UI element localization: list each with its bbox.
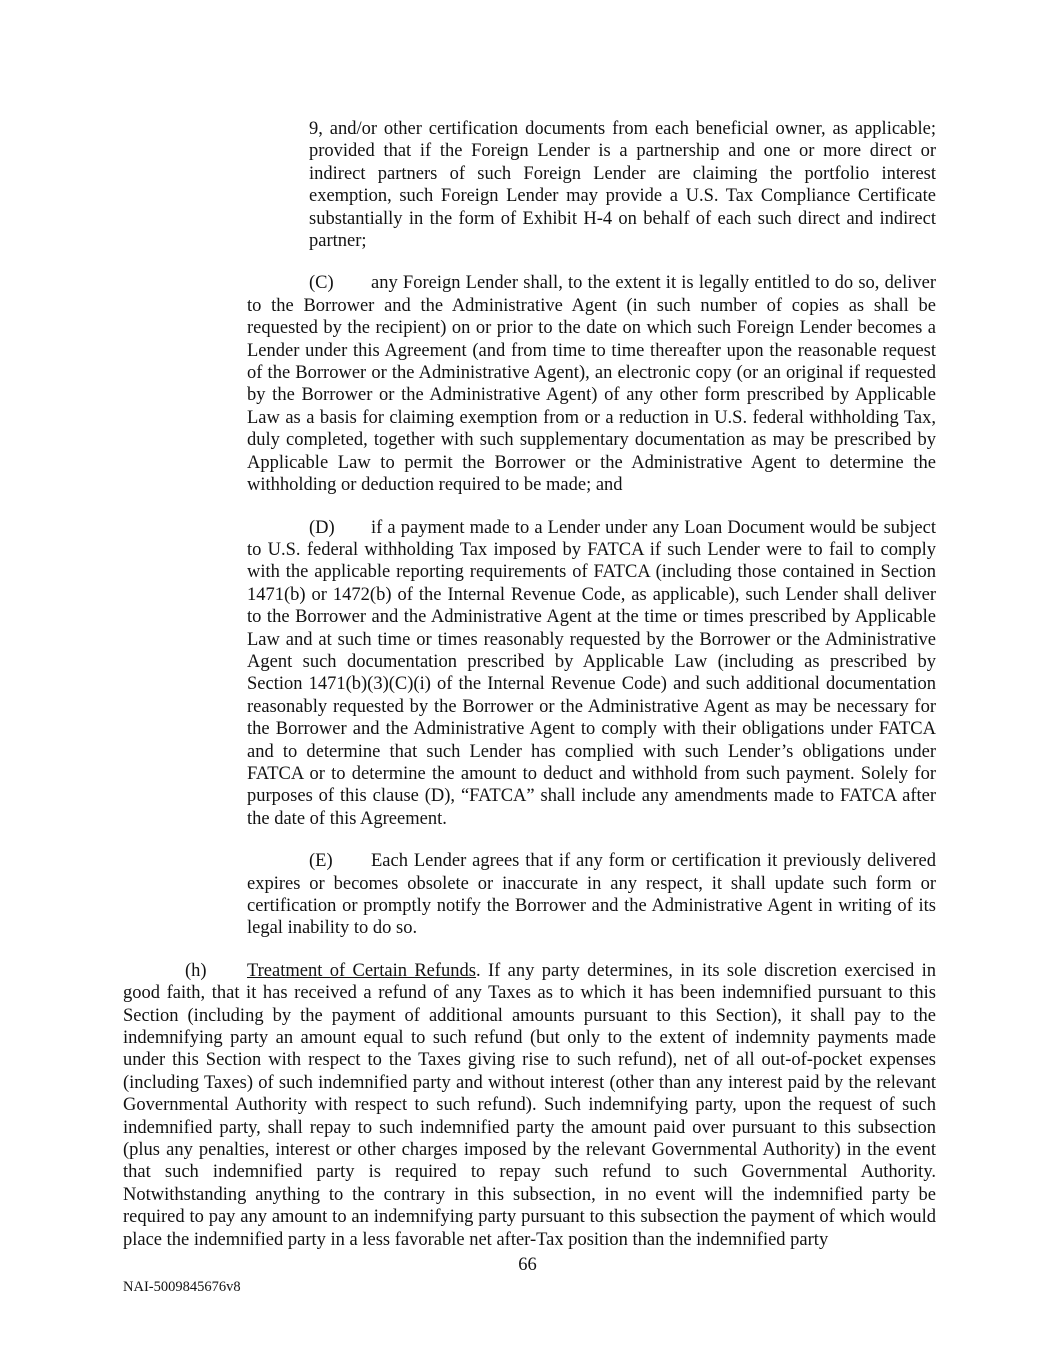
page-number: 66 — [518, 1255, 537, 1275]
clause-h-text: . If any party determines, in its sole discretion exercised in good faith, that it has received a refund of any Taxes as to which it has been indemnified pursuant to this Section (including by the payment of additional amounts pursuant to this Section), it shall pay to the indemnifying party an amount equal to such refund (but only to the extent of indemnity payments made under this Section with respect to the Taxes giving rise to such refund), net of all out-of-pocket expenses (including Taxes) of such indemnified party and without interest (other than any interest paid by the relevant Governmental Authority with respect to such refund). Such indemnifying party, upon the request of such indemnified party, shall repay to such indemnified party the amount paid over pursuant to this subsection (plus any penalties, interest or other charges imposed by the relevant Governmental Authority) in the event that such indemnified party is required to repay such refund to such Governmental Authority. Notwithstanding anything to the contrary in this subsection, in no event will the indemnified party be required to pay any amount to an indemnifying party pursuant to this subsection the payment of which would place the indemnified party in a less favorable net after-Tax position than the indemnified party — [123, 960, 936, 1250]
document-id-footer: NAI-5009845676v8 — [123, 1279, 241, 1295]
paragraph-continuation-text: 9, and/or other certification documents from each beneficial owner, as applicable; provided that if the Foreign Lender is a partnership and one or more direct or indirect partners of such Foreign Lender are claiming the portfolio interest exemption, such Foreign Lender may provide a U.S. Tax Compliance Certificate substantially in the form of Exhibit H-4 on behalf of each such direct and indirect partner; — [309, 119, 936, 252]
clause-d-text: if a payment made to a Lender under any Loan Document would be subject to U.S. federal withholding Tax imposed by FATCA if such Lender were to fail to comply with the applicable reporting requirements of FATCA (including those contained in Section 1471(b) or 1472(b) of the Internal Revenue Code, as applicable), such Lender shall deliver to the Borrower and the Administrative Agent at the time or times prescribed by Applicable Law and at such time or times reasonably requested by the Borrower or the Administrative Agent such documentation prescribed by Applicable Law (including as prescribed by Section 1471(b)(3)(C)(i) of the Internal Revenue Code) and such additional documentation reasonably requested by the Borrower or the Administrative Agent as may be necessary for the Borrower and the Administrative Agent to comply with their obligations under FATCA and to determine that such Lender has complied with such Lender’s obligations under FATCA or to determine the amount to deduct and withhold from such payment. Solely for purposes of this clause (D), “FATCA” shall include any amendments made to FATCA after the date of this Agreement. — [247, 517, 936, 829]
clause-d-label: (D) — [309, 517, 335, 538]
paragraph-clause-c — [247, 272, 936, 496]
clause-h-heading: Treatment of Certain Refunds — [247, 960, 476, 981]
clause-c-text: any Foreign Lender shall, to the extent it is legally entitled to do so, deliver to the Borrower and the Administrative Agent (in such number of copies as shall be requested by the recipient) on or prior to the date on which such Foreign Lender becomes a Lender under this Agreement (and from time to time thereafter upon the reasonable request of the Borrower or the Administrative Agent), an electronic copy (or an original if requested by the Borrower or the Administrative Agent) of any other form prescribed by Applicable Law as a basis for claiming exemption from or a reduction in U.S. federal withholding Tax, duly completed, together with such supplementary documentation as may be prescribed by Applicable Law to permit the Borrower or the Administrative Agent to determine the withholding or deduction required to be made; and — [247, 273, 936, 496]
paragraph-clause-h — [123, 960, 936, 1251]
clause-c-label: (C) — [309, 273, 334, 294]
clause-e-label: (E) — [309, 851, 333, 872]
clause-h-label: (h) — [185, 960, 207, 981]
clause-e-text: Each Lender agrees that if any form or certification it previously delivered expires or becomes obsolete or inaccurate in any respect, it shall update such form or certification or promptly notify the Borrower and the Administrative Agent in writing of its legal inability to do so. — [247, 851, 936, 939]
paragraph-clause-d — [247, 517, 936, 831]
paragraph-clause-e — [247, 850, 936, 940]
paragraph-continuation — [309, 118, 936, 252]
